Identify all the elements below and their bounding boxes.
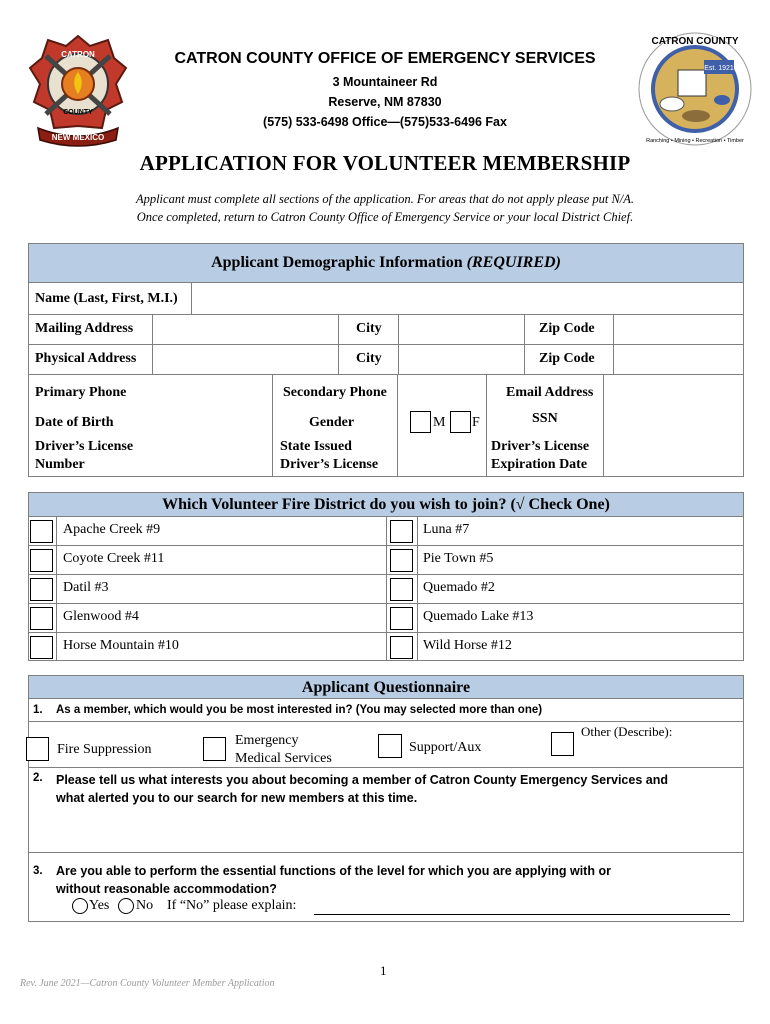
- org-name: CATRON COUNTY OFFICE OF EMERGENCY SERVICES: [174, 50, 596, 67]
- district-checkbox[interactable]: [390, 607, 413, 630]
- svg-text:NEW MEXICO: NEW MEXICO: [51, 133, 105, 142]
- page-title: APPLICATION FOR VOLUNTEER MEMBERSHIP: [139, 151, 631, 175]
- name-label: Name (Last, First, M.I.): [35, 291, 178, 306]
- explain-input[interactable]: [314, 898, 730, 915]
- dl-expiration-label: Driver’s License Expiration Date: [491, 439, 590, 472]
- districts-heading: Which Volunteer Fire District do you wish to join? (√ Check One): [28, 492, 744, 517]
- district-label: Glenwood #4: [63, 609, 139, 624]
- gender-f-checkbox[interactable]: [450, 411, 471, 433]
- district-checkbox[interactable]: [30, 636, 53, 659]
- address-line-2: Reserve, NM 87830: [328, 95, 442, 109]
- support-aux-checkbox[interactable]: [378, 734, 402, 758]
- district-label: Quemado #2: [423, 580, 495, 595]
- svg-text:Est. 1921: Est. 1921: [704, 65, 734, 72]
- gender-label: Gender: [309, 415, 355, 430]
- svg-text:CATRON: CATRON: [61, 50, 95, 59]
- district-checkbox[interactable]: [390, 578, 413, 601]
- secondary-phone-input[interactable]: [400, 380, 482, 404]
- other-describe-input[interactable]: [580, 742, 740, 764]
- gender-f-label: F: [472, 415, 480, 430]
- phone-line: (575) 533-6498 Office—(575)533-6496 Fax: [263, 115, 507, 129]
- primary-phone-label: Primary Phone: [35, 385, 127, 400]
- physical-city-input[interactable]: [401, 348, 521, 371]
- state-issued-input[interactable]: [400, 440, 482, 472]
- dl-number-label: Driver’s License Number: [35, 439, 134, 472]
- physical-city-label: City: [356, 351, 382, 366]
- support-aux-label: Support/Aux: [409, 740, 482, 755]
- other-label: Other (Describe):: [581, 724, 673, 739]
- mailing-city-label: City: [356, 321, 382, 336]
- yes-radio[interactable]: [72, 898, 88, 914]
- instructions-line-2: Once completed, return to Catron County Office of Emergency Service or your local District Chief.: [136, 210, 634, 224]
- other-checkbox[interactable]: [551, 732, 574, 756]
- q1-number: 1.: [33, 704, 43, 716]
- explain-label: If “No” please explain:: [167, 898, 297, 913]
- gender-m-checkbox[interactable]: [410, 411, 431, 433]
- county-seal: [636, 30, 754, 148]
- mailing-zip-label: Zip Code: [539, 321, 595, 336]
- fire-suppression-label: Fire Suppression: [57, 742, 152, 757]
- mailing-city-input[interactable]: [401, 318, 521, 341]
- instructions-line-1: Applicant must complete all sections of the application. For areas that do not apply please put N/A.: [135, 192, 635, 206]
- dl-number-input[interactable]: [150, 440, 268, 472]
- revision-note: Rev. June 2021—Catron County Volunteer Member Application: [20, 978, 275, 989]
- name-input[interactable]: [196, 287, 739, 310]
- district-checkbox[interactable]: [30, 549, 53, 572]
- q2-text: Please tell us what interests you about becoming a member of Catron County Emergency Services and what alerted you to our search for new members at this time.: [56, 773, 668, 805]
- dob-label: Date of Birth: [35, 415, 114, 430]
- mailing-address-label: Mailing Address: [35, 321, 134, 336]
- ssn-input[interactable]: [607, 410, 740, 434]
- q3-number: 3.: [33, 865, 43, 877]
- fire-suppression-checkbox[interactable]: [26, 737, 49, 761]
- page-number: 1: [380, 963, 387, 978]
- district-label: Pie Town #5: [423, 551, 494, 566]
- ssn-label: SSN: [532, 411, 558, 426]
- county-seal-icon: [636, 30, 754, 148]
- q3-text: Are you able to perform the essential functions of the level for which you are applying with or without reasonable accommodation?: [56, 864, 611, 896]
- no-label: No: [136, 898, 154, 913]
- district-checkbox[interactable]: [30, 578, 53, 601]
- district-label: Apache Creek #9: [63, 522, 161, 537]
- fire-department-badge-icon: [28, 32, 128, 150]
- district-checkbox[interactable]: [390, 549, 413, 572]
- ems-label: Emergency Medical Services: [235, 733, 332, 766]
- secondary-phone-label: Secondary Phone: [283, 385, 387, 400]
- demographics-heading: Applicant Demographic Information (REQUIRED): [28, 243, 744, 283]
- no-radio[interactable]: [118, 898, 134, 914]
- district-checkbox[interactable]: [390, 520, 413, 543]
- gender-m-label: M: [433, 415, 446, 430]
- q2-answer-input[interactable]: [56, 808, 740, 848]
- left-logo: [28, 32, 128, 150]
- mailing-address-input[interactable]: [155, 318, 335, 341]
- district-label: Wild Horse #12: [423, 638, 512, 653]
- address-line-1: 3 Mountaineer Rd: [332, 75, 438, 89]
- questionnaire-heading: Applicant Questionnaire: [28, 675, 744, 699]
- q2-number: 2.: [33, 772, 43, 784]
- district-checkbox[interactable]: [30, 607, 53, 630]
- state-issued-label: State Issued Driver’s License: [280, 439, 379, 472]
- physical-zip-label: Zip Code: [539, 351, 595, 366]
- physical-address-input[interactable]: [155, 348, 335, 371]
- mailing-zip-input[interactable]: [616, 318, 740, 341]
- svg-text:Ranching • Mining • Recreation: Ranching • Mining • Recreation • Timber: [646, 138, 744, 144]
- physical-address-label: Physical Address: [35, 351, 137, 366]
- email-label: Email Address: [506, 385, 594, 400]
- svg-text:COUNTY: COUNTY: [63, 109, 93, 116]
- dob-input[interactable]: [150, 410, 268, 434]
- email-input[interactable]: [607, 380, 740, 404]
- physical-zip-input[interactable]: [616, 348, 740, 371]
- yes-label: Yes: [89, 898, 110, 913]
- dl-expiration-input[interactable]: [607, 440, 740, 472]
- district-label: Luna #7: [423, 522, 470, 537]
- district-checkbox[interactable]: [390, 636, 413, 659]
- primary-phone-input[interactable]: [150, 380, 268, 404]
- district-label: Horse Mountain #10: [63, 638, 179, 653]
- q1-text: As a member, which would you be most interested in? (You may selected more than one): [56, 704, 543, 716]
- ems-checkbox[interactable]: [203, 737, 226, 761]
- svg-text:CATRON COUNTY: CATRON COUNTY: [651, 36, 739, 47]
- district-checkbox[interactable]: [30, 520, 53, 543]
- district-label: Datil #3: [63, 580, 109, 595]
- district-label: Quemado Lake #13: [423, 609, 534, 624]
- district-label: Coyote Creek #11: [63, 551, 165, 566]
